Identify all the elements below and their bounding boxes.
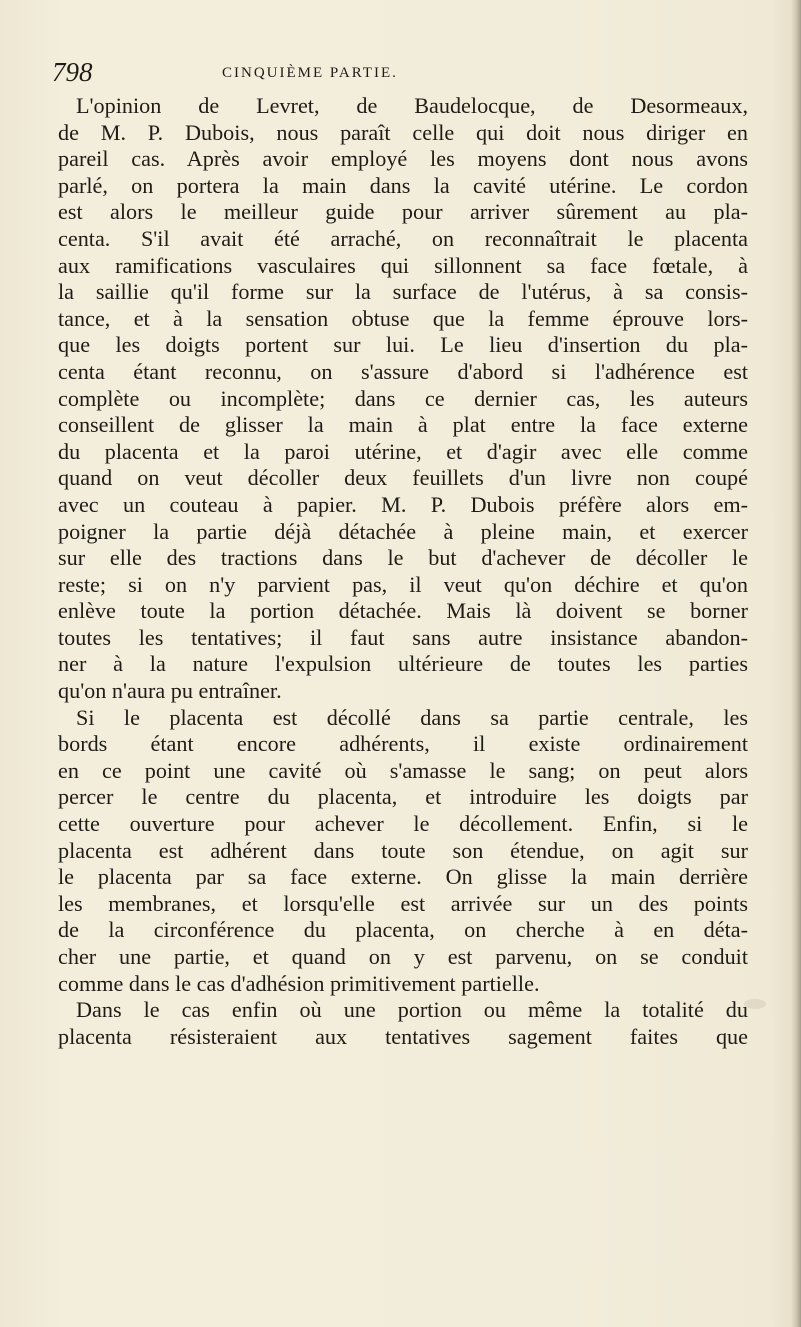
text-line: poigner la partie déjà détachée à pleine main, et exercer — [58, 518, 748, 544]
text-line: sur elle des tractions dans le but d'achever de décoller le — [58, 545, 748, 571]
text-line: complète ou incomplète; dans ce dernier cas, les auteurs — [58, 385, 748, 411]
text-line: qu'on n'aura pu entraîner. — [58, 678, 282, 704]
text-line: conseillent de glisser la main à plat entre la face externe — [58, 412, 748, 438]
text-line: le placenta par sa face externe. On glisse la main derrière — [58, 864, 748, 890]
text-line: que les doigts portent sur lui. Le lieu d'insertion du pla- — [58, 332, 748, 358]
text-line: placenta est adhérent dans toute son étendue, on agit sur — [58, 837, 748, 863]
page-edge-shadow — [791, 0, 801, 1327]
text-line: cette ouverture pour achever le décollement. Enfin, si le — [58, 811, 748, 837]
text-line: parlé, on portera la main dans la cavité utérine. Le cordon — [58, 172, 748, 198]
page-header — [52, 52, 752, 92]
text-line: cher une partie, et quand on y est parvenu, on se conduit — [58, 944, 748, 969]
text-line: la saillie qu'il forme sur la surface de l'utérus, à sa consis- — [58, 279, 748, 305]
text-line: Dans le cas enfin où une portion ou même la totalité du — [76, 997, 748, 1023]
text-line: pareil cas. Après avoir employé les moyens dont nous avons — [58, 146, 748, 172]
text-line: tance, et à la sensation obtuse que la femme éprouve lors- — [58, 305, 748, 331]
text-line: toutes les tentatives; il faut sans autre insistance abandon- — [58, 624, 748, 650]
text-line: placenta résisteraient aux tentatives sagement faites que — [58, 1023, 748, 1049]
text-line: ner à la nature l'expulsion ultérieure de toutes les parties — [58, 651, 748, 677]
running-head: CINQUIÈME PARTIE. — [222, 65, 398, 81]
text-line: en ce point une cavité où s'amasse le sang; on peut alors — [58, 757, 748, 783]
body-text — [58, 93, 748, 1050]
text-line: L'opinion de Levret, de Baudelocque, de Desormeaux, — [76, 93, 748, 118]
text-line: reste; si on n'y parvient pas, il veut qu'on déchire et qu'on — [58, 571, 748, 597]
text-line: est alors le meilleur guide pour arriver sûrement au pla- — [58, 199, 748, 225]
text-line: du placenta et la paroi utérine, et d'agir avec elle comme — [58, 438, 748, 464]
text-line: avec un couteau à papier. M. P. Dubois préfère alors em- — [58, 491, 748, 517]
paper-smudge — [744, 999, 766, 1009]
text-line: centa étant reconnu, on s'assure d'abord si l'adhérence est — [58, 358, 748, 384]
text-line: quand on veut décoller deux feuillets d'un livre non coupé — [58, 465, 748, 491]
text-line: bords étant encore adhérents, il existe ordinairement — [58, 731, 748, 757]
text-line: centa. S'il avait été arraché, on reconnaîtrait le placenta — [58, 225, 748, 251]
text-line: enlève toute la portion détachée. Mais là doivent se borner — [58, 598, 748, 624]
text-line: les membranes, et lorsqu'elle est arrivée sur un des points — [58, 890, 748, 916]
text-line: Si le placenta est décollé dans sa partie centrale, les — [76, 704, 748, 730]
text-line: aux ramifications vasculaires qui sillonnent sa face fœtale, à — [58, 252, 748, 278]
text-line: comme dans le cas d'adhésion primitivement partielle. — [58, 970, 540, 996]
text-line: percer le centre du placenta, et introduire les doigts par — [58, 784, 748, 810]
text-line: de M. P. Dubois, nous paraît celle qui doit nous diriger en — [58, 119, 748, 145]
text-line: de la circonférence du placenta, on cherche à en déta- — [58, 917, 748, 943]
page-number: 798 — [52, 57, 93, 87]
